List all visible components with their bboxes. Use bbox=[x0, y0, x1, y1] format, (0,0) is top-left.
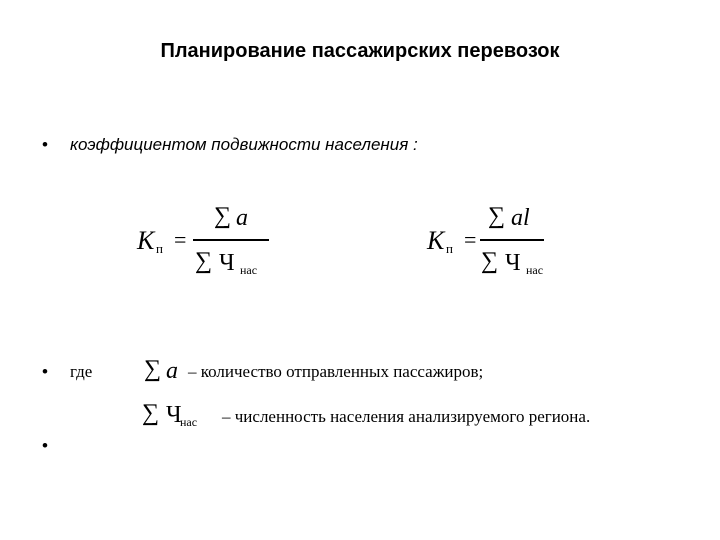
bullet-text-mobility: коэффициентом подвижности населения : bbox=[70, 135, 418, 154]
def2-sum-symbol: ∑ bbox=[142, 400, 160, 426]
where-label: где bbox=[70, 362, 93, 381]
formula1-den-sum: ∑ bbox=[195, 248, 213, 274]
formula2-fraction-bar bbox=[480, 239, 544, 241]
formula1-num-var: a bbox=[236, 205, 248, 231]
bullet-marker-empty: • bbox=[42, 436, 48, 455]
formula1-den-sub: нас bbox=[240, 263, 258, 277]
formula2-den-sum: ∑ bbox=[481, 248, 499, 274]
formula2-num-sum: ∑ bbox=[488, 203, 506, 229]
def2-var: Ч bbox=[166, 402, 182, 428]
formula1-lhs-sub: п bbox=[156, 241, 163, 256]
formula1-fraction-bar bbox=[193, 239, 269, 241]
formula1-lhs: K bbox=[137, 226, 155, 255]
definition-passengers: – количество отправленных пассажиров; bbox=[188, 362, 484, 381]
def2-sub: нас bbox=[180, 415, 198, 429]
def1-var: a bbox=[166, 358, 178, 384]
formula2-den-sub: нас bbox=[526, 263, 544, 277]
slide-title: Планирование пассажирских перевозок bbox=[160, 40, 560, 62]
formula2-lhs-sub: п bbox=[446, 241, 453, 256]
formula1-equals: = bbox=[174, 227, 187, 252]
formula1-den-var: Ч bbox=[219, 250, 235, 276]
definition-population: – численность населения анализируемого региона. bbox=[222, 407, 591, 426]
formula2-equals: = bbox=[464, 227, 477, 252]
def1-sum-symbol: ∑ bbox=[144, 356, 162, 382]
formula2-lhs: K bbox=[427, 226, 445, 255]
formula1-num-sum: ∑ bbox=[214, 203, 232, 229]
formula2-num-var: al bbox=[511, 205, 530, 231]
formula2-den-var: Ч bbox=[505, 250, 521, 276]
bullet-marker: • bbox=[42, 135, 48, 154]
bullet-marker: • bbox=[42, 362, 48, 381]
